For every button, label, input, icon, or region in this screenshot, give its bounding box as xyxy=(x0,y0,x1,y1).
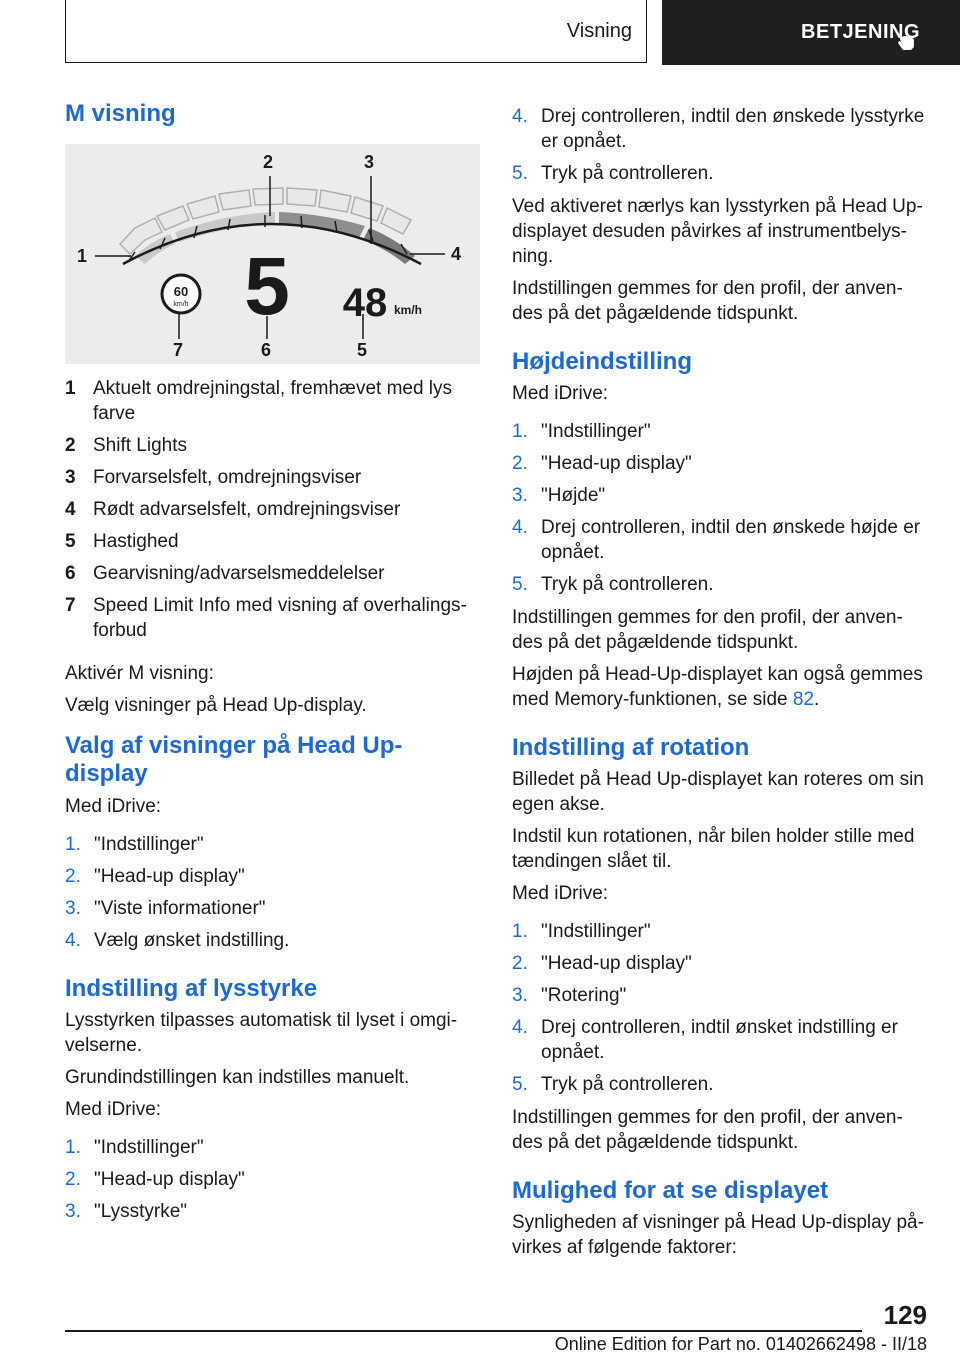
legend-item: 6 Gearvisning/advarselsmeddelelser xyxy=(65,563,385,584)
step-item: 5. Tryk på controlleren. xyxy=(512,1074,714,1095)
step-item: 4. Drej controlleren, indtil den ønskede lysstyrke er opnået. xyxy=(512,106,925,152)
left-column xyxy=(65,100,480,1224)
legend-item: 1 Aktuelt omdrejningstal, fremhævet med lys farve xyxy=(65,378,453,424)
step-item: 2. "Head-up display" xyxy=(65,1169,245,1190)
gear-indicator: 5 xyxy=(244,241,290,332)
hud-illustration xyxy=(65,144,480,364)
step-item: 1. "Indstillinger" xyxy=(65,1137,204,1158)
pointing-hand-icon xyxy=(896,25,918,51)
step-item: 3. "Lysstyrke" xyxy=(65,1201,188,1222)
section-tab xyxy=(65,0,647,63)
rpm-segment xyxy=(287,188,317,206)
step-item: 2. "Head-up display" xyxy=(512,453,692,474)
chapter-tab xyxy=(662,0,960,65)
edition-text: Online Edition for Part no. 01402662498 - II/18 xyxy=(554,1334,927,1354)
step-item: 4. Drej controlleren, indtil den ønskede højde er opnået. xyxy=(512,517,921,563)
lys-para-3: Ved aktiveret nærlys kan lysstyrken på Head Up-displayet desuden påvirkes af instrumentbelysning. xyxy=(512,196,923,267)
speed-limit-unit: km/h xyxy=(173,301,189,308)
step-item: 4. Vælg ønsket indstilling. xyxy=(65,930,290,951)
lys-steps xyxy=(65,1135,480,1224)
heading-lysstyrke: Indstilling af lysstyrke xyxy=(65,975,318,1002)
callout-1: 1 xyxy=(77,246,88,266)
legend-item: 5 Hastighed xyxy=(65,531,179,552)
hoejde-intro: Med iDrive: xyxy=(512,383,609,404)
legend-item: 2 Shift Lights xyxy=(65,435,187,456)
legend-item: 4 Rødt advarselsfelt, omdrejningsviser xyxy=(65,499,401,520)
step-item: 2. "Head-up display" xyxy=(512,953,692,974)
right-column xyxy=(512,104,927,1260)
callout-2: 2 xyxy=(263,152,274,172)
lys-para-4: Indstillingen gemmes for den profil, der anvendes på det pågældende tidspunkt. xyxy=(512,278,903,324)
callout-6: 6 xyxy=(261,340,272,360)
rpm-segment xyxy=(381,208,411,234)
rot-para-1: Billedet på Head Up-displayet kan roteres om sin egen akse. xyxy=(512,769,924,815)
lys-steps-continued xyxy=(512,104,927,186)
step-item: 3. "Viste informationer" xyxy=(65,898,266,919)
rpm-segment xyxy=(319,190,351,212)
callout-4: 4 xyxy=(451,244,462,264)
page-number: 129 xyxy=(883,1300,927,1330)
speed-unit: km/h xyxy=(393,303,423,317)
legend-item: 7 Speed Limit Info med visning af overhalingsforbud xyxy=(65,595,467,641)
step-item: 2. "Head-up display" xyxy=(65,866,245,887)
heading-rotation: Indstilling af rotation xyxy=(512,734,750,761)
activate-label: Aktivér M visning: xyxy=(65,663,214,684)
step-item: 1. "Indstillinger" xyxy=(512,921,651,942)
heading-m-visning: M visning xyxy=(65,100,176,127)
lys-para-1: Lysstyrken tilpasses automatisk til lyset i omgivelserne. xyxy=(65,1010,458,1056)
hoejde-para-2: Højden på Head-Up-displayet kan også gemmes med Memory-funktionen, se side 82. xyxy=(512,664,923,710)
step-item: 3. "Højde" xyxy=(512,485,606,506)
rot-para-2: Indstil kun rotationen, når bilen holder stille med tændingen slået til. xyxy=(512,826,915,872)
step-item: 3. "Rotering" xyxy=(512,985,627,1006)
hoejde-para-1: Indstillingen gemmes for den profil, der anvendes på det pågældende tidspunkt. xyxy=(512,607,903,653)
callout-7: 7 xyxy=(173,340,184,360)
step-item: 1. "Indstillinger" xyxy=(512,421,651,442)
speed-value: 48 xyxy=(342,281,388,325)
lys-para-2: Grundindstillingen kan indstilles manuelt. xyxy=(65,1067,410,1088)
lys-intro: Med iDrive: xyxy=(65,1099,162,1120)
rot-intro: Med iDrive: xyxy=(512,883,609,904)
step-item: 5. Tryk på controlleren. xyxy=(512,163,714,184)
rpm-segment xyxy=(187,196,219,219)
callout-5: 5 xyxy=(357,340,368,360)
step-item: 1. "Indstillinger" xyxy=(65,834,204,855)
rot-para-3: Indstillingen gemmes for den profil, der anvendes på det pågældende tidspunkt. xyxy=(512,1107,903,1153)
heading-mulighed: Mulighed for at se displayet xyxy=(512,1177,829,1204)
page-link[interactable]: 82 xyxy=(792,689,815,710)
step-item: 4. Drej controlleren, indtil ønsket indstilling er opnået. xyxy=(512,1017,898,1063)
mul-para-1: Synligheden af visninger på Head Up-display påvirkes af følgende faktorer: xyxy=(512,1212,924,1258)
step-item: 5. Tryk på controlleren. xyxy=(512,574,714,595)
activate-desc: Vælg visninger på Head Up-display. xyxy=(65,695,367,716)
rpm-segment xyxy=(219,190,251,210)
heading-hoejde: Højdeindstilling xyxy=(512,348,692,375)
chapter-title: BETJENING xyxy=(801,21,920,43)
valg-intro: Med iDrive: xyxy=(65,796,162,817)
hud-diagram xyxy=(65,144,480,364)
rpm-segment xyxy=(351,197,383,221)
hoejde-steps xyxy=(512,419,927,597)
legend-list xyxy=(65,376,480,643)
speed-limit-value: 60 xyxy=(173,284,189,299)
rpm-segment xyxy=(157,206,189,230)
section-title: Visning xyxy=(566,19,632,42)
rpm-segment xyxy=(253,188,283,205)
legend-item: 3 Forvarselsfelt, omdrejningsviser xyxy=(65,467,362,488)
rot-steps xyxy=(512,919,927,1097)
heading-valg: Valg af visninger på Head Up-display xyxy=(65,732,403,787)
valg-steps xyxy=(65,832,480,953)
footer-divider xyxy=(65,1330,862,1332)
page-header xyxy=(65,0,960,65)
callout-3: 3 xyxy=(364,152,375,172)
